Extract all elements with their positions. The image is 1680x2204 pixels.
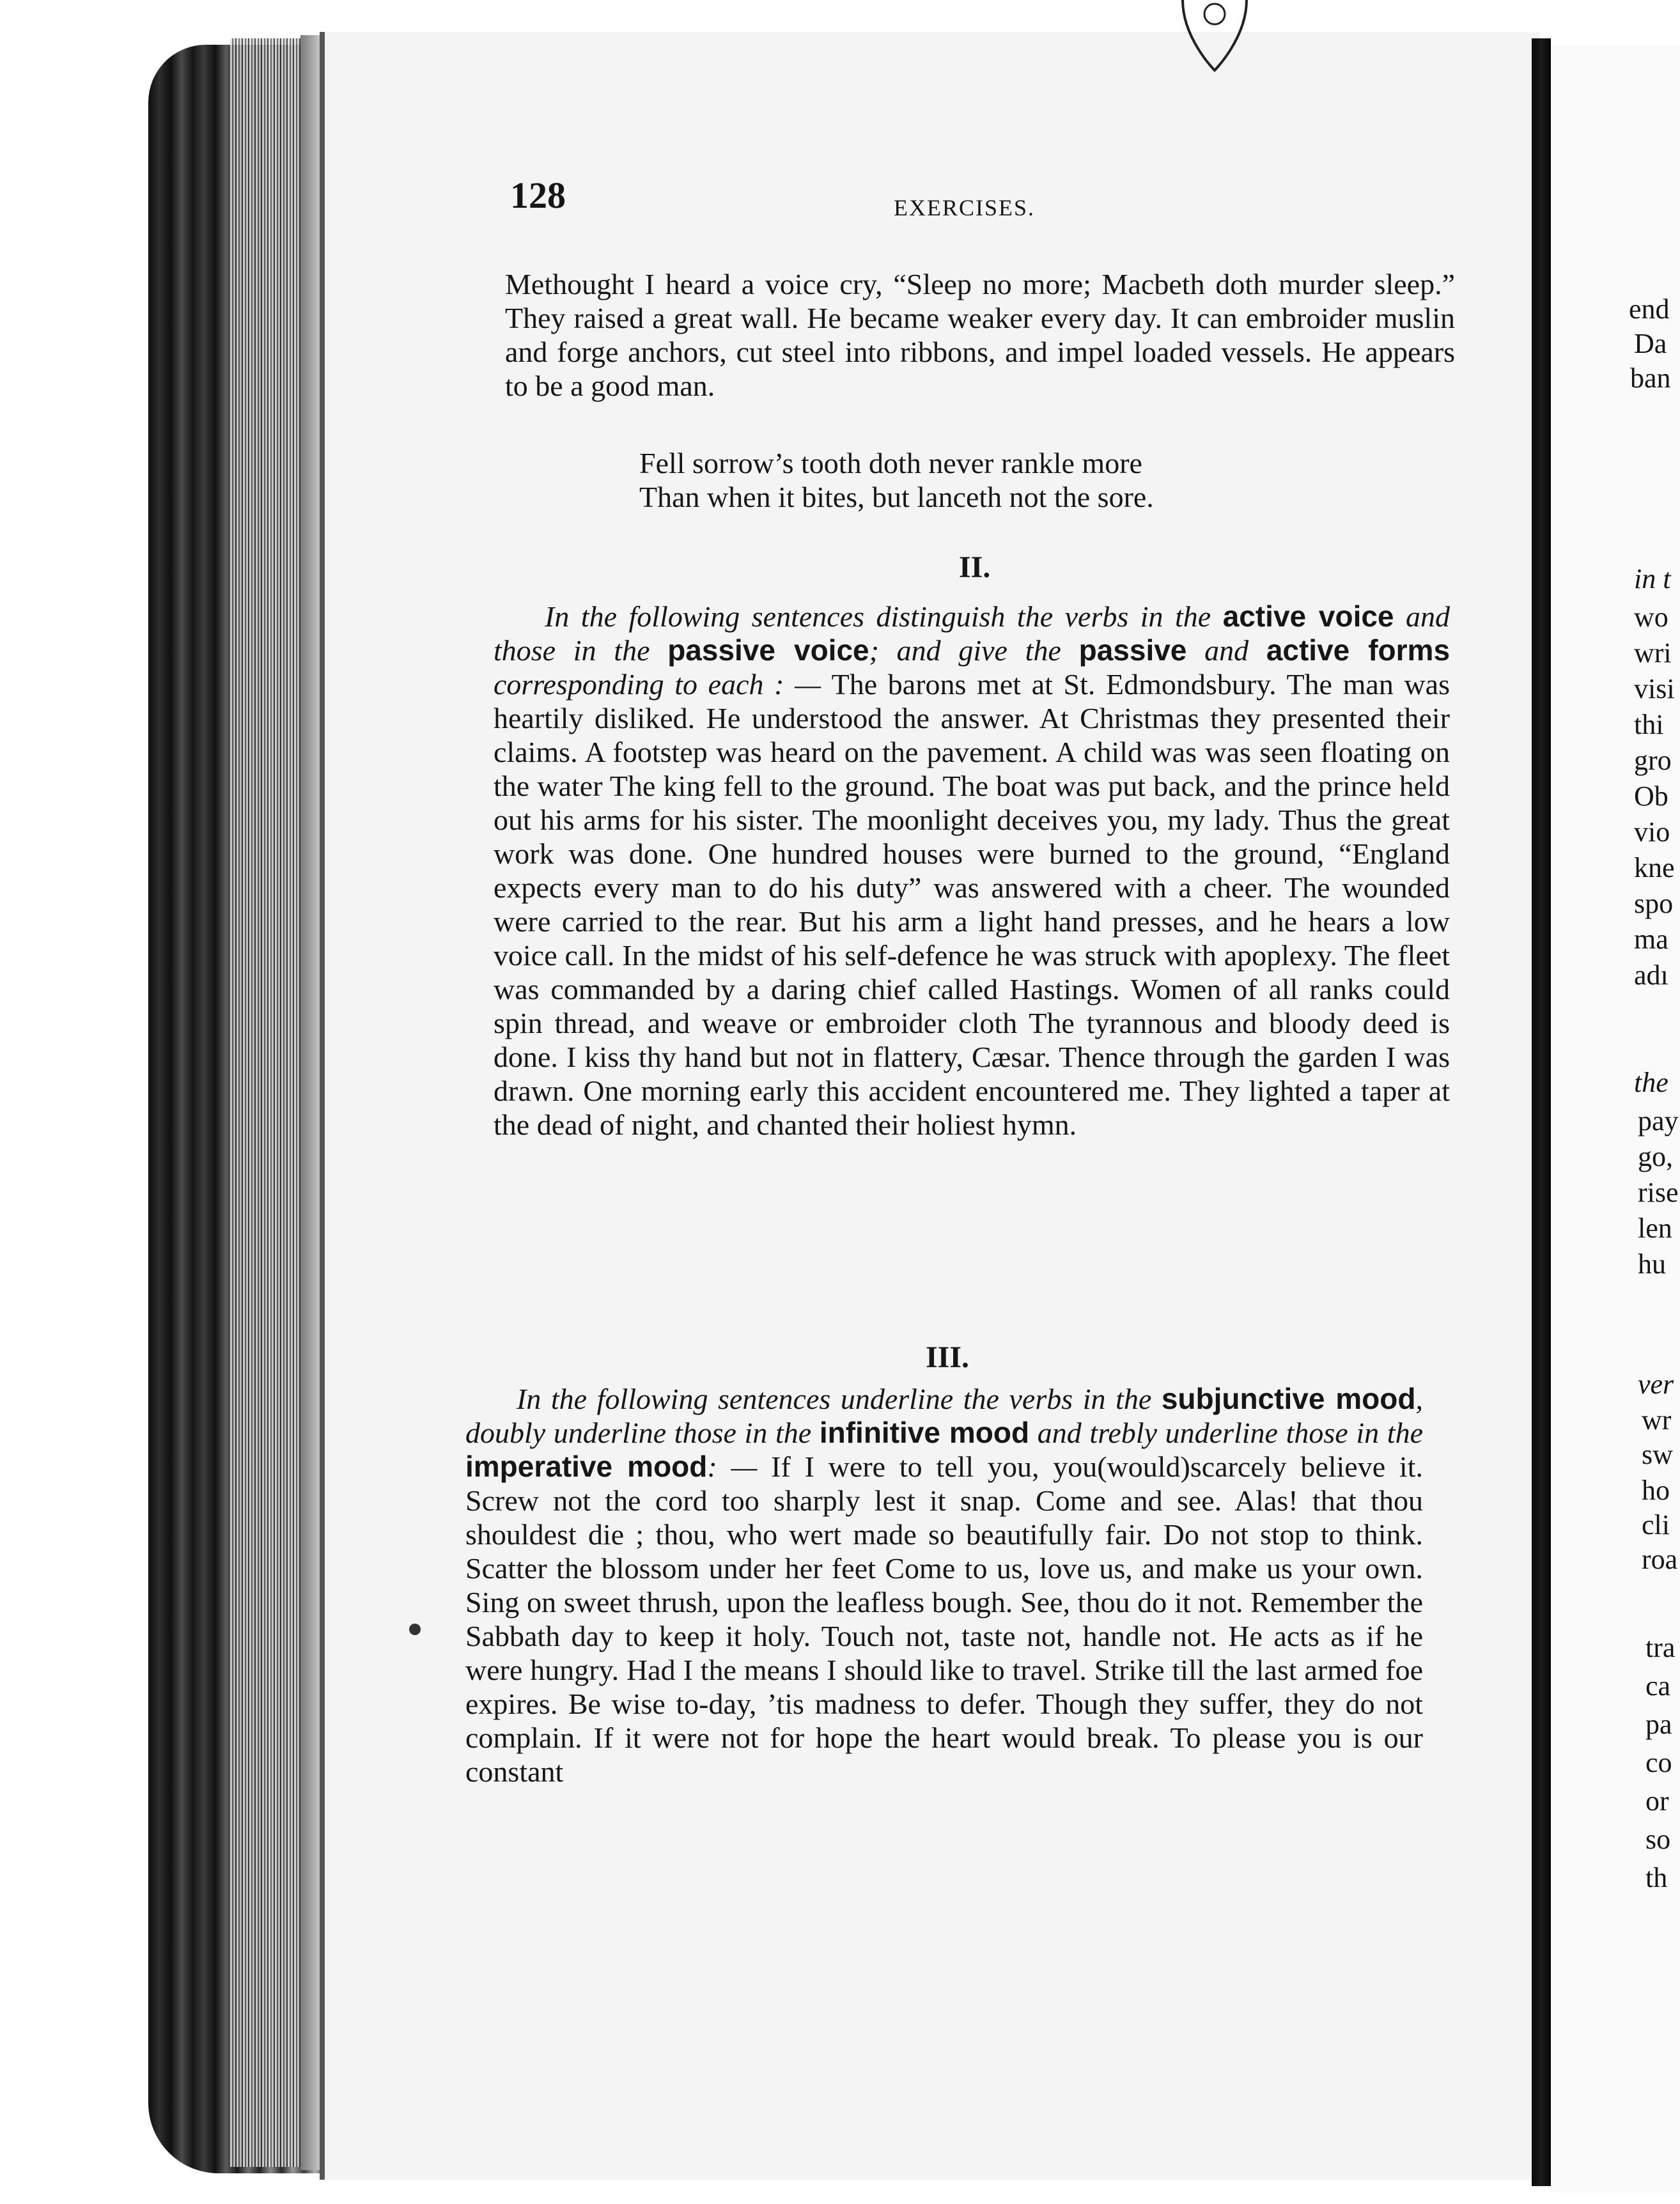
right-page-fragment: thi xyxy=(1634,709,1664,740)
right-page-fragment: in t xyxy=(1634,563,1671,594)
right-page-fragment: ho xyxy=(1642,1475,1670,1506)
grammar-term: passive voice xyxy=(667,633,869,667)
top-paragraph: Methought I heard a voice cry, “Sleep no more; Macbeth doth murder sleep.” They raised a great wall. He became weaker every day. It can embroider muslin and forge anchors, cut steel into ribbons, and impel loaded vessels. He appears to be a good man. xyxy=(505,268,1455,402)
instruction-text: ; and give the xyxy=(869,634,1079,667)
grammar-term: active voice xyxy=(1222,600,1394,633)
right-page-fragment: the xyxy=(1634,1067,1668,1098)
instruction-text: corresponding to each : — xyxy=(494,668,832,701)
section-three-paragraph xyxy=(465,1382,1423,1789)
right-page-fragment: pa xyxy=(1645,1709,1672,1740)
right-page-fragment: vio xyxy=(1634,816,1670,848)
right-page-fragment: gro xyxy=(1634,745,1672,776)
section-three-heading: III. xyxy=(926,1340,970,1374)
instruction-text: , doubly underline those in the xyxy=(465,1383,1423,1449)
right-page-fragment: go, xyxy=(1638,1141,1673,1172)
right-page-fragment: tra xyxy=(1645,1632,1676,1663)
right-page-fragment: ca xyxy=(1645,1670,1671,1702)
right-page-fragment: hu xyxy=(1638,1248,1666,1280)
exercise-sentences: The barons met at St. Edmondsbury. The man was heartily disliked. He understood the answer. At Christmas they presented their claims. A footstep was heard on the pavement. A child was was seen floating on the water The king fell to the ground. The boat was put back, and the prince held out his arms for his sister. The moonlight deceives you, my lady. Thus the great work was done. One hundred houses were burned to the ground, “England expects every man to do his duty” was answered with a cheer. The wounded were carried to the rear. But his arm a light hand presses, and he hears a low voice call. In the midst of his self-defence he was struck with apoplexy. The fleet was commanded by a daring chief called Hastings. Women of all ranks could spin thread, and weave or embroider cloth The tyrannous and bloody deed is done. I kiss thy hand but not in flattery, Cæsar. Thence through the garden I was drawn. One morning early this accident encountered me. They lighted a taper at the dead of night, and chanted their holiest hymn. xyxy=(494,668,1450,1141)
instruction-text: In the following sentences underline the verbs in the xyxy=(517,1383,1162,1415)
running-head: EXERCISES. xyxy=(894,195,1036,221)
binding-notch-mark xyxy=(1170,0,1259,77)
right-page-fragment: roa xyxy=(1642,1544,1678,1575)
instruction-text: and those in the xyxy=(494,600,1451,667)
right-page-fragment: kne xyxy=(1634,852,1675,883)
right-page-fragment: wri xyxy=(1634,637,1672,669)
right-page-fragment: len xyxy=(1638,1213,1672,1244)
right-page-fragment: ma xyxy=(1634,924,1668,955)
section-two-paragraph xyxy=(494,600,1450,1142)
right-page-fragment: co xyxy=(1645,1747,1672,1778)
instruction-text: : — xyxy=(707,1450,772,1483)
page-number: 128 xyxy=(510,175,566,216)
right-page-fragment: ver xyxy=(1638,1369,1674,1400)
right-page-fragment: th xyxy=(1645,1862,1668,1893)
instruction-text: In the following sentences distinguish the verbs in the xyxy=(545,600,1223,633)
right-page-fragment: spo xyxy=(1634,888,1674,919)
right-page-fragment: rise xyxy=(1638,1177,1679,1208)
section-two-heading: II. xyxy=(959,550,991,584)
right-page-fragment: sw xyxy=(1642,1439,1673,1470)
right-page-fragment: pay xyxy=(1638,1105,1679,1137)
right-page-fragment: Ob xyxy=(1634,780,1668,812)
right-page-fragment: or xyxy=(1645,1785,1669,1817)
right-page-fragment: ban xyxy=(1630,362,1671,394)
book-gutter xyxy=(1532,38,1551,2186)
right-page-fragment: Da xyxy=(1634,328,1667,359)
right-page-fragment: visi xyxy=(1634,673,1675,704)
exercise-sentences: If I were to tell you, you(would)scarcely believe it. Screw not the cord too sharply lest it snap. Come and see. Alas! that thou shouldest die ; thou, who wert made so beautifully fair. Do not stop to think. Scatter the blossom under her feet Come to us, love us, and make us your own. Sing on sweet thrush, upon the leafless bough. See, thou do it not. Remember the Sabbath day to keep it holy. Touch not, taste not, handle not. He acts as if he were hungry. Had I the means I should like to travel. Strike till the last armed foe expires. Be wise to-day, ’tis madness to defer. Though they suffer, they do not complain. If it were not for hope the heart would break. To please you is our constant xyxy=(465,1450,1423,1788)
instruction-text: and xyxy=(1186,634,1266,667)
grammar-term: passive xyxy=(1078,633,1187,667)
right-page-fragment: wr xyxy=(1642,1404,1672,1436)
grammar-term: active forms xyxy=(1266,633,1451,667)
verse-quotation: Fell sorrow’s tooth doth never rankle more Than when it bites, but lanceth not the sore. xyxy=(639,447,1154,513)
right-page-fragment: end xyxy=(1629,293,1670,325)
instruction-text: and trebly underline those in the xyxy=(1029,1416,1423,1449)
ink-smudge xyxy=(409,1624,421,1635)
right-page-fragment: so xyxy=(1645,1824,1671,1855)
right-page-fragment: adı xyxy=(1634,959,1668,991)
grammar-term: subjunctive mood xyxy=(1161,1382,1416,1415)
right-page-fragment: cli xyxy=(1642,1509,1670,1540)
grammar-term: infinitive mood xyxy=(819,1416,1030,1449)
grammar-term: imperative mood xyxy=(465,1450,708,1483)
right-page-fragment: wo xyxy=(1634,601,1668,633)
